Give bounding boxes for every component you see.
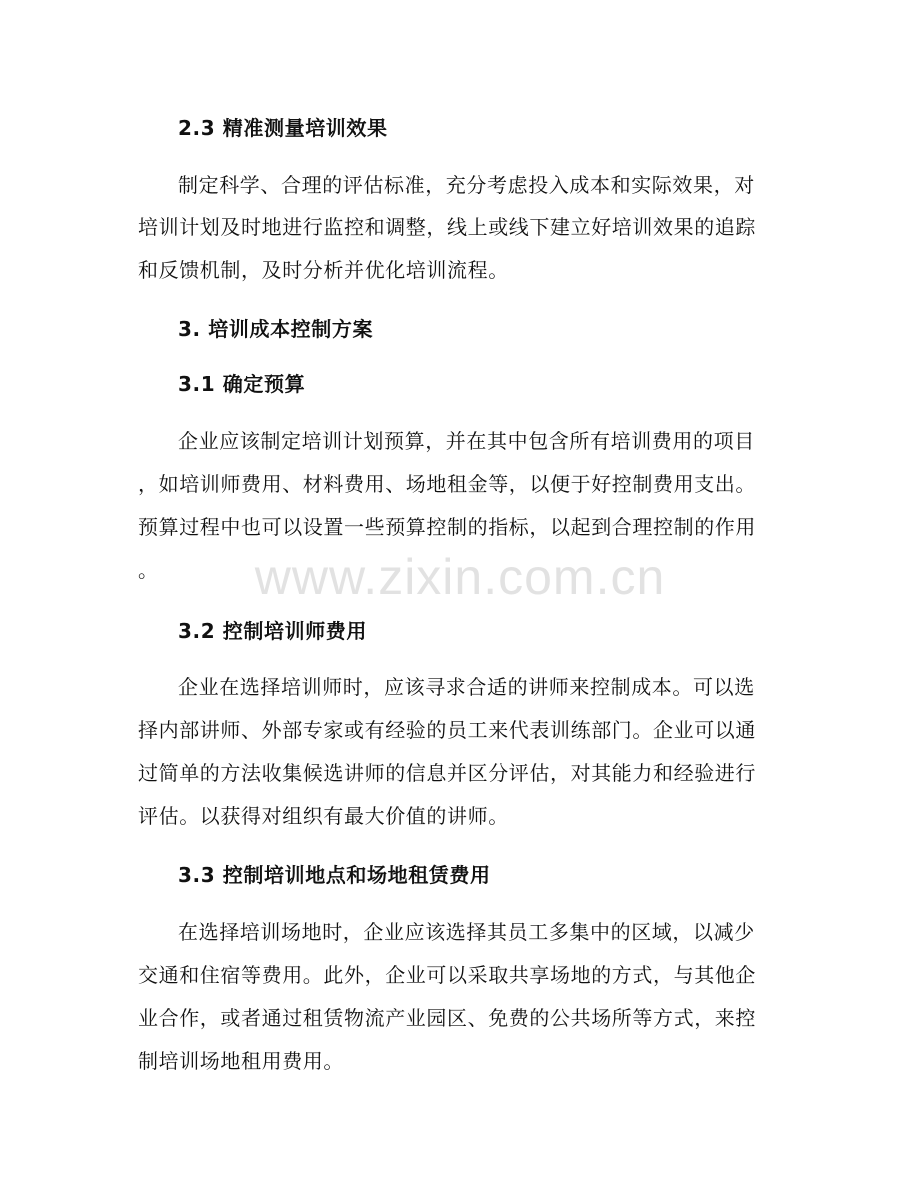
heading-2-3: 2.3 精准测量培训效果 — [178, 116, 388, 140]
paragraph-line: 培训计划及时地进行监控和调整，线上或线下建立好培训效果的追踪 — [138, 215, 756, 239]
heading-3-2: 3.2 控制培训师费用 — [178, 619, 367, 643]
heading-3: 3. 培训成本控制方案 — [178, 317, 374, 341]
paragraph-line: 业合作，或者通过租赁物流产业园区、免费的公共场所等方式，来控 — [138, 1006, 756, 1030]
paragraph-line: 制定科学、合理的评估标准，充分考虑投入成本和实际效果，对 — [178, 173, 755, 197]
paragraph-line: 择内部讲师、外部专家或有经验的员工来代表训练部门。企业可以通 — [138, 718, 756, 742]
paragraph-line: 交通和住宿等费用。此外，企业可以采取共享场地的方式，与其他企 — [138, 963, 756, 987]
paragraph-line: 和反馈机制，及时分析并优化培训流程。 — [138, 258, 509, 282]
paragraph-line: 预算过程中也可以设置一些预算控制的指标，以起到合理控制的作用 — [138, 515, 756, 539]
paragraph-line: 企业应该制定培训计划预算，并在其中包含所有培训费用的项目 — [178, 429, 755, 453]
paragraph-line: 评估。以获得对组织有最大价值的讲师。 — [138, 804, 509, 828]
paragraph-line: 。 — [138, 558, 159, 582]
paragraph-line: 过简单的方法收集候选讲师的信息并区分评估，对其能力和经验进行 — [138, 761, 756, 785]
heading-3-3: 3.3 控制培训地点和场地租赁费用 — [178, 863, 491, 887]
heading-3-1: 3.1 确定预算 — [178, 372, 306, 396]
watermark: www.zixin.com.cn — [254, 549, 666, 605]
paragraph-line: ，如培训师费用、材料费用、场地租金等，以便于好控制费用支出。 — [138, 472, 756, 496]
paragraph-line: 制培训场地租用费用。 — [138, 1049, 344, 1073]
paragraph-line: 在选择培训场地时，企业应该选择其员工多集中的区域，以减少 — [178, 920, 755, 944]
paragraph-line: 企业在选择培训师时，应该寻求合适的讲师来控制成本。可以选 — [178, 675, 755, 699]
